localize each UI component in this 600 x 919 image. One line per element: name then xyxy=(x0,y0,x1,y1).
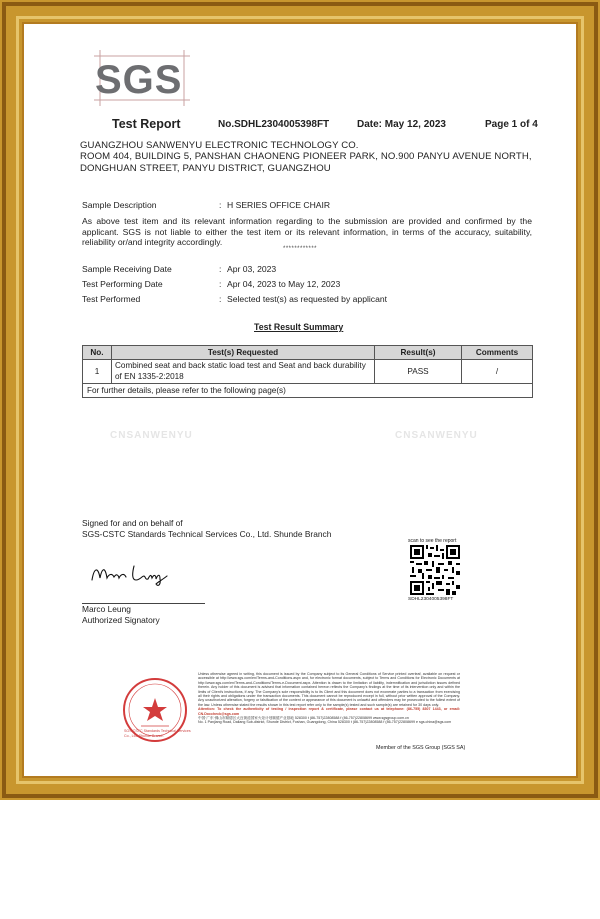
test-performed-row xyxy=(82,294,388,304)
separator-stars: ************ xyxy=(283,246,318,252)
cell-test: Combined seat and back static load test and Seat and back durability of EN 1335-2:2018 xyxy=(112,360,375,384)
colon: : xyxy=(219,279,222,289)
performing-date-row xyxy=(82,279,341,289)
sample-description-label: Sample Description xyxy=(82,200,157,210)
member-note: Member of the SGS Group (SGS SA) xyxy=(376,745,466,751)
handwritten-signature xyxy=(90,560,170,588)
cell-result: PASS xyxy=(375,360,462,384)
summary-title: Test Result Summary xyxy=(254,322,344,332)
receiving-date-label: Sample Receiving Date xyxy=(82,264,172,274)
qr-report-id: SDHL2304005398FT xyxy=(408,597,454,602)
performing-date-label: Test Performing Date xyxy=(82,279,163,289)
company-address-cn: 中国·广东·佛山市顺德区大良街道国家火炬计划顺德产业基地 528300 t (86-757)22808588 f (86-757)22808699 www.sgsgroup.com.cn xyxy=(198,716,409,721)
colon: : xyxy=(219,264,222,274)
column-header-test: Test(s) Requested xyxy=(112,346,375,360)
table-footnote: For further details, please refer to the following page(s) xyxy=(83,384,533,398)
test-performed-value: Selected test(s) as requested by applicant xyxy=(227,294,388,304)
cell-no: 1 xyxy=(83,360,112,384)
table-row xyxy=(83,360,533,384)
page-indicator: Page 1 of 4 xyxy=(485,119,538,130)
disclaimer-statement: As above test item and its relevant information regarding to the submission are provided and confirmed by the applicant. SGS is not liable to either the test item or its relevant information, in terms of the accuracy, suitability, reliability or/and integrity accordingly. xyxy=(82,216,532,248)
stamp-caption: SGS-CSTC Standards Technical Services Co., Ltd. Shunde Branch xyxy=(124,729,191,738)
colon: : xyxy=(219,200,222,210)
report-number: No.SDHL2304005398FT xyxy=(218,119,330,130)
colon: : xyxy=(219,294,222,304)
column-header-result: Result(s) xyxy=(375,346,462,360)
applicant-address-line: DONGHUAN STREET, PANYU DISTRICT, GUANGZHOU xyxy=(80,162,331,174)
terms-fine-print xyxy=(198,672,460,725)
receiving-date-value: Apr 03, 2023 xyxy=(227,264,277,274)
qr-caption: scan to see the report xyxy=(408,538,457,544)
signoff-company: SGS-CSTC Standards Technical Services Co., Ltd. Shunde Branch xyxy=(82,529,332,539)
sample-description-value: H SERIES OFFICE CHAIR xyxy=(227,200,331,210)
table-footnote-row xyxy=(83,384,533,398)
sample-description-row xyxy=(82,200,331,210)
test-performed-label: Test Performed xyxy=(82,294,141,304)
table-header-row xyxy=(83,346,533,360)
sgs-logo: SGS xyxy=(95,58,183,102)
company-address-en: No. 1 Panjiang Road, Daliang Sub-district, Shunde District, Foshan, Guangdong, China 528300 t (86-757)22808588 f (86-757)22808699 e sgs.china@sgs.com xyxy=(198,720,452,725)
receiving-date-row xyxy=(82,264,277,274)
signatory-name: Marco Leung xyxy=(82,604,131,614)
signatory xyxy=(82,604,160,626)
qr-code[interactable] xyxy=(410,545,460,595)
results-table xyxy=(82,345,533,398)
authenticity-notice: Attention: To check the authenticity of testing / inspection report & certificate, please contact us at telephone: (86-755) 8307 1443, or email: CN.Doccheck@sgs.com xyxy=(198,707,460,716)
signoff-line: Signed for and on behalf of xyxy=(82,518,183,528)
watermark: CNSANWENYU xyxy=(110,430,193,441)
watermark: CNSANWENYU xyxy=(395,430,478,441)
cell-comments: / xyxy=(462,360,533,384)
signatory-role: Authorized Signatory xyxy=(82,615,160,625)
report-title: Test Report xyxy=(112,117,181,131)
applicant-address-line: ROOM 404, BUILDING 5, PANSHAN CHAONENG PIONEER PARK, NO.900 PANYU AVENUE NORTH, xyxy=(80,151,532,163)
terms-text: Unless otherwise agreed in writing, this document is issued by the Company subject to its General Conditions of Service printed overleaf, available on request or accessible at http://www.sgs.com/en/Terms-and-Conditions.aspx and, for electronic format documents, subject to Terms and Conditions for Electronic Documents at http://www.sgs.com/en/Terms-and-Conditions/Terms-e-Document.aspx. Attention is drawn to the limitation of liability, indemnification and jurisdiction issues defined therein. Any holder of this document is advised that information contained hereon reflects the Company's findings at the time of its intervention only and within the limits of Client's instructions, if any. The Company's sole responsibility is to its Client and this document does not exonerate parties to a transaction from exercising all their rights and obligations under the transaction documents. This document cannot be reproduced except in full, without prior written approval of the Company. Any unauthorized alteration, forgery or falsification of the content or appearance of this document is unlawful and offenders may be prosecuted to the fullest extent of the law. Unless otherwise stated the results shown in this test report refer only to the sample(s) tested and such sample(s) are retained for 30 days only. xyxy=(198,672,460,707)
performing-date-value: Apr 04, 2023 to May 12, 2023 xyxy=(227,279,341,289)
applicant-name: GUANGZHOU SANWENYU ELECTRONIC TECHNOLOGY CO. xyxy=(80,140,359,151)
column-header-no: No. xyxy=(83,346,112,360)
column-header-comments: Comments xyxy=(462,346,533,360)
applicant-address xyxy=(80,140,532,174)
signoff-block xyxy=(82,518,331,540)
report-date: Date: May 12, 2023 xyxy=(357,119,446,130)
